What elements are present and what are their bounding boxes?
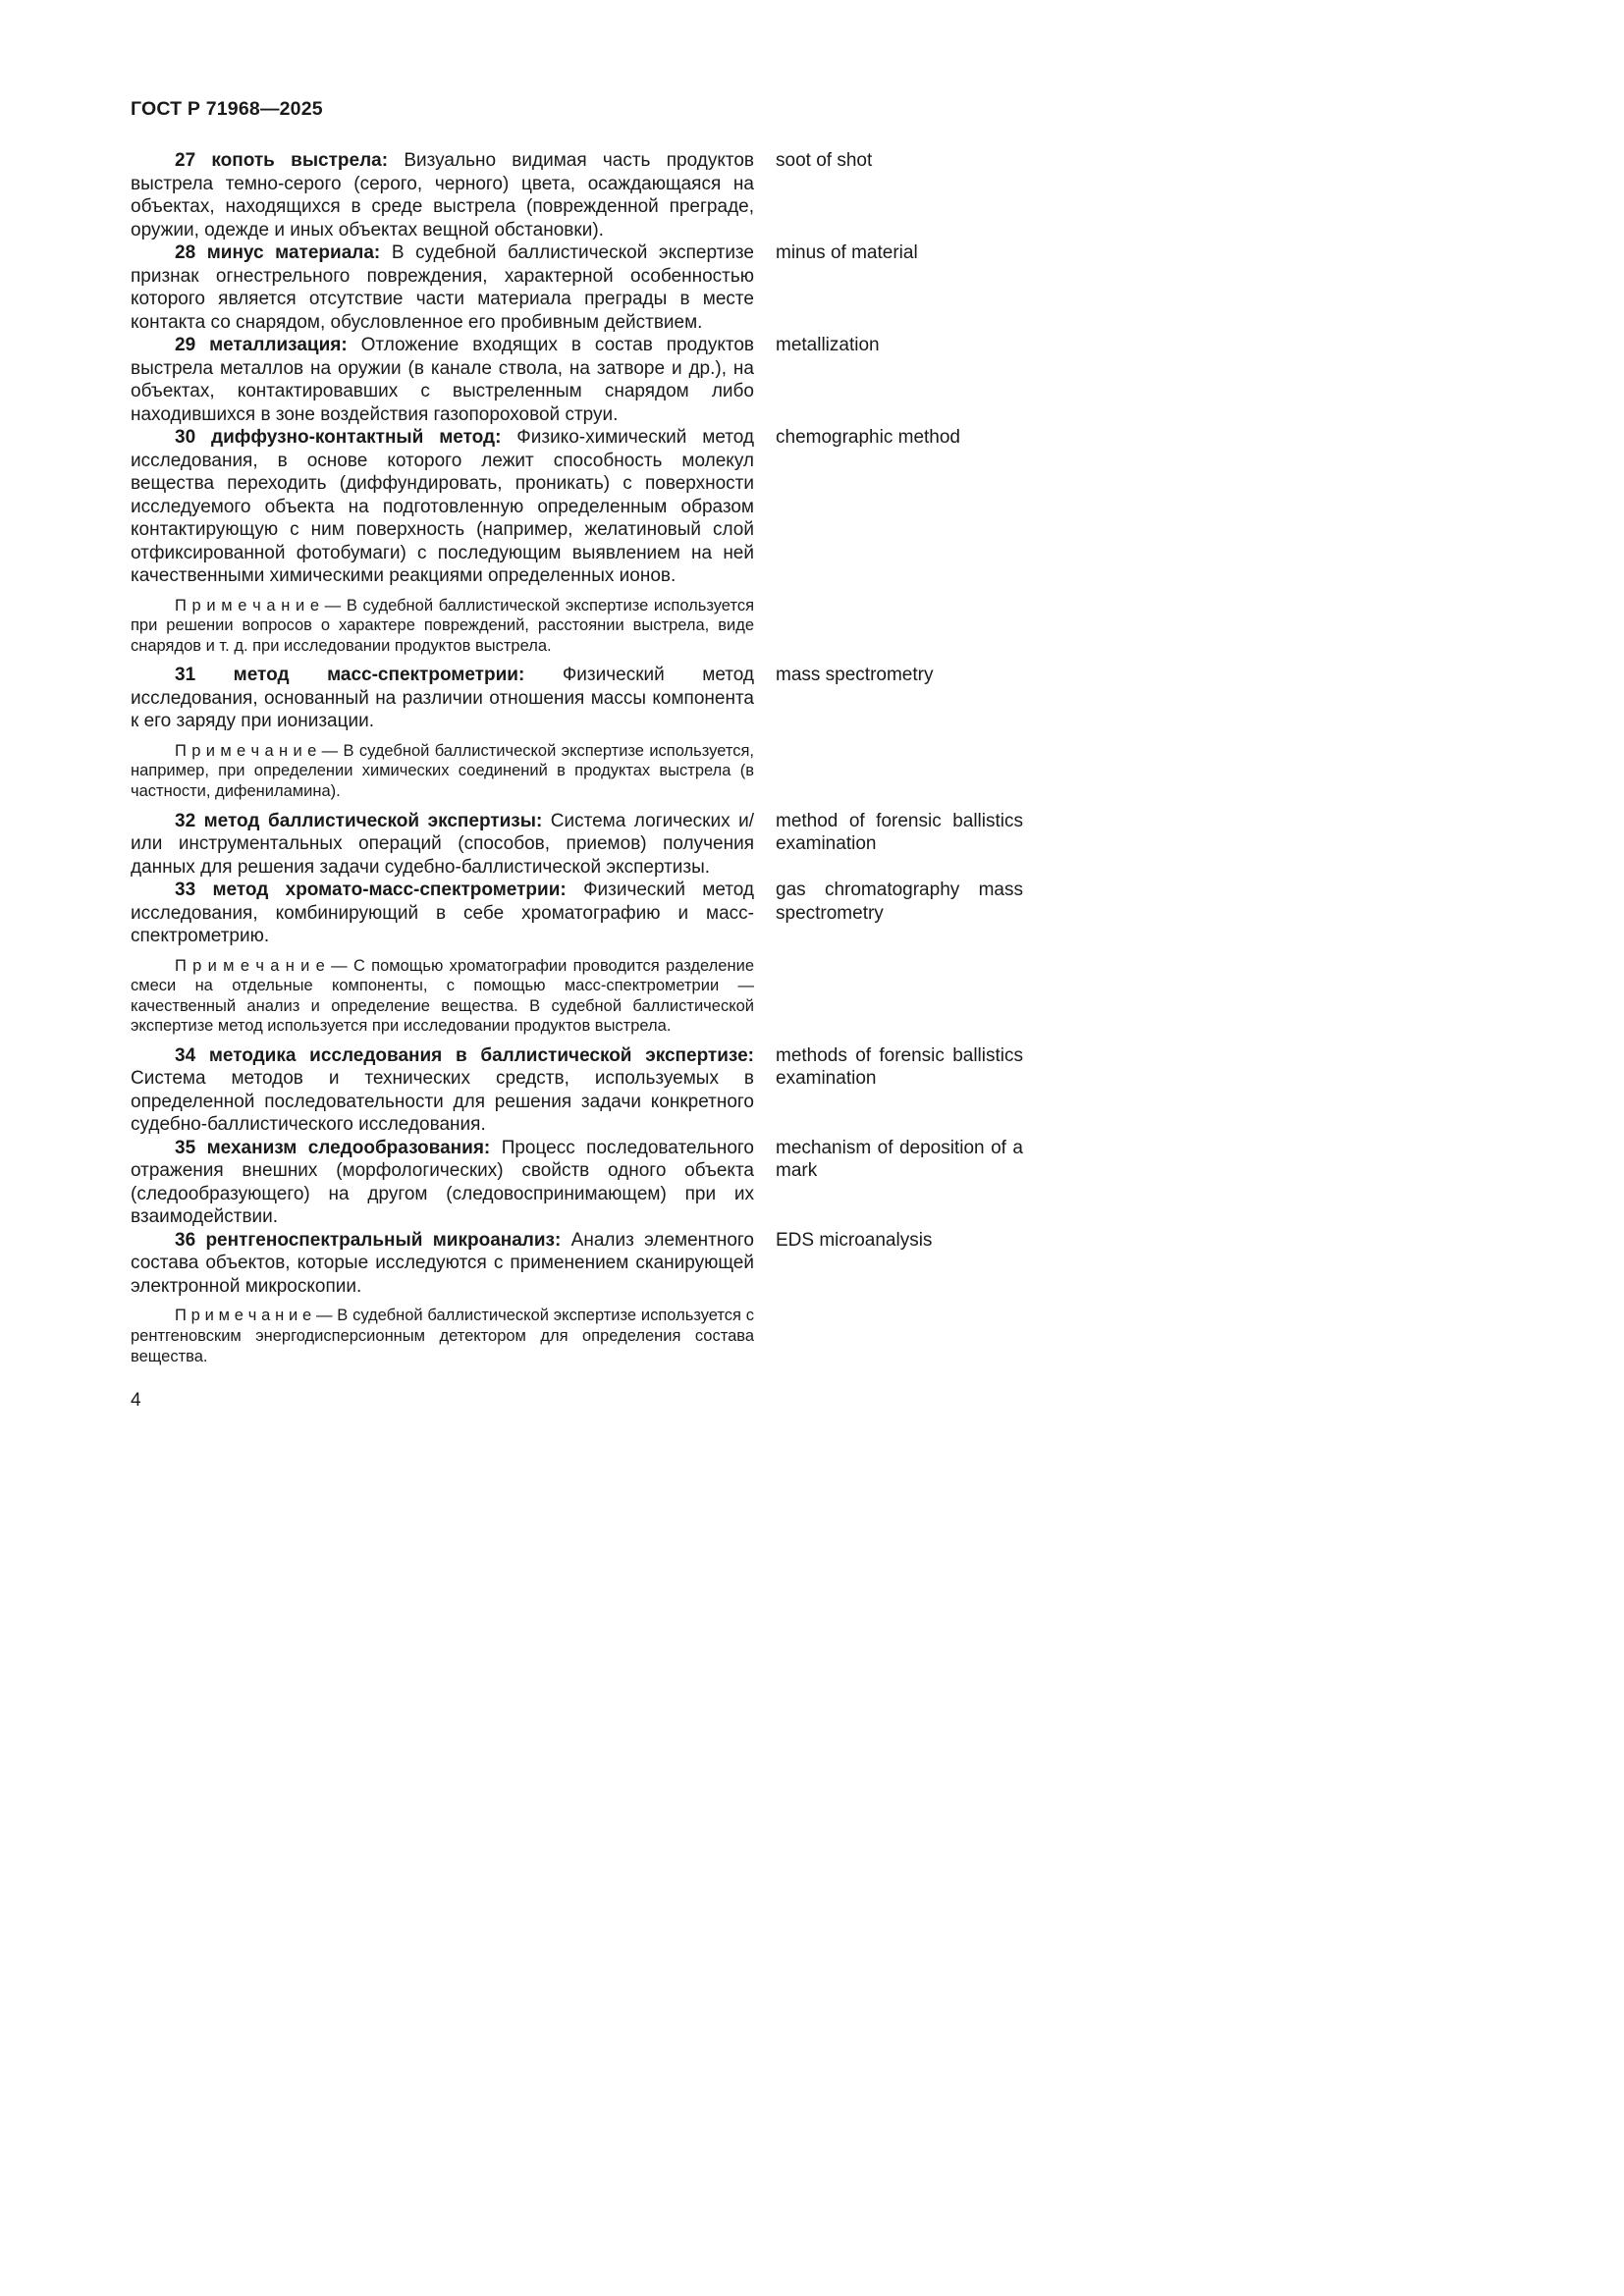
term-english-equivalent: gas chromatography mass spectrometry (776, 880, 1023, 924)
term-definition (131, 879, 754, 948)
term-english-equivalent: soot of shot (776, 150, 873, 171)
term-title: 31 метод масс-спектрометрии: (175, 665, 525, 686)
term-definition (131, 1044, 754, 1137)
term-definition (131, 334, 754, 426)
term-english-equivalent: minus of material (776, 242, 918, 263)
term-ru-column (131, 1137, 754, 1229)
term-definition (131, 664, 754, 733)
term-note: П р и м е ч а н и е — С помощью хроматографии проводится разделение смеси на отдельные компоненты, с помощью масс-спектрометрии — качественный анализ и определение вещества. В судебной баллистической экспертизе метод используется при исследовании продуктов выстрела. (131, 956, 754, 1036)
term-english-equivalent: chemographic method (776, 427, 960, 448)
term-ru-column (131, 1044, 754, 1137)
term-title: 28 минус материала: (175, 242, 381, 263)
term-english-equivalent: EDS microanalysis (776, 1229, 933, 1251)
term-english-equivalent: mechanism of deposition of a mark (776, 1137, 1023, 1182)
term-title: 35 механизм следообразования: (175, 1137, 491, 1158)
term-title: 32 метод баллистической экспертизы: (175, 810, 543, 831)
term-entry (131, 664, 1023, 809)
term-english-equivalent: mass spectrometry (776, 665, 934, 686)
term-ru-column (131, 241, 754, 334)
term-definition-text: Отложение входящих в состав продуктов выстрела металлов на оружии (в канале ствола, на затворе и др.), на объектах, контактировавших с выстреленным снарядом либо находившихся в зоне воздействия газопороховой струи. (131, 335, 755, 425)
term-note: П р и м е ч а н и е — В судебной баллистической экспертизе используется, например, при определении химических соединений в продуктах выстрела (в частности, дифениламина). (131, 741, 754, 800)
term-ru-column (131, 810, 754, 880)
term-definition-text: Физический метод исследования, комбинирующий в себе хроматографию и масс-спектрометрию. (131, 880, 755, 947)
term-definition (131, 241, 754, 334)
term-definition-text: Процесс последовательного отражения внешних (морфологических) свойств одного объекта (следообразующего) на другом (следовоспринимающем) при их взаимодействии. (131, 1137, 754, 1228)
term-definition-text: Визуально видимая часть продуктов выстрела темно-серого (серого, черного) цвета, осаждающаяся на объектах, находящихся в среде выстрела (поврежденной преграде, оружии, одежде и иных объектах вещной обстановки). (131, 150, 754, 240)
term-note: П р и м е ч а н и е — В судебной баллистической экспертизе используется с рентгеновским энергодисперсионным детектором для определения состава вещества. (131, 1307, 754, 1365)
term-entry (131, 1229, 1023, 1374)
term-title: 29 металлизация: (175, 335, 348, 355)
term-entry (131, 334, 1023, 426)
page-number: 4 (131, 1390, 141, 1412)
term-entry (131, 810, 1023, 880)
term-entry (131, 149, 1023, 241)
term-definition (131, 1137, 754, 1229)
term-title: 34 методика исследования в баллистической экспертизе: (175, 1044, 754, 1066)
term-note: П р и м е ч а н и е — В судебной баллистической экспертизе используется при решении вопросов о характере повреждений, расстоянии выстрела, виде снарядов и т. д. при исследовании продуктов выстрела. (131, 596, 754, 655)
term-definition-text: Физико-химический метод исследования, в основе которого лежит способность молекул вещества переходить (диффундировать, проникать) с поверхности исследуемого объекта на подготовленную определенным образом контактирующую с ним поверхность (например, желатиновый слой отфиксированной фотобумаги) с последующим выявлением на ней качественными химическими реакциями определенных ионов. (131, 427, 755, 586)
term-title: 36 рентгеноспектральный микроанализ: (175, 1229, 562, 1251)
term-ru-column (131, 1229, 754, 1374)
term-entry (131, 241, 1023, 334)
term-entry (131, 1137, 1023, 1229)
term-entry (131, 426, 1023, 664)
term-ru-column (131, 879, 754, 1044)
term-english-equivalent: methods of forensic ballistics examination (776, 1044, 1023, 1090)
term-entry (131, 1044, 1023, 1137)
term-ru-column (131, 426, 754, 664)
term-title: 33 метод хромато-масс-спектрометрии: (175, 880, 567, 901)
standard-designation: ГОСТ Р 71968—2025 (131, 98, 323, 120)
term-ru-column (131, 664, 754, 809)
term-definition-text: В судебной баллистической экспертизе признак огнестрельного повреждения, характерной особенностью которого является отсутствие части материала преграды в месте контакта со снарядом, обусловленное его пробивным действием. (131, 242, 755, 333)
term-definition-text: Система логических и/или инструментальных операций (способов, приемов) получения данных для решения задачи судебно-баллистической экспертизы. (131, 810, 754, 878)
term-definition (131, 149, 754, 241)
term-definition (131, 810, 754, 880)
term-entry (131, 879, 1023, 1044)
term-title: 27 копоть выстрела: (175, 150, 389, 171)
term-definition-text: Анализ элементного состава объектов, которые исследуются с применением сканирующей электронной микроскопии. (131, 1229, 754, 1297)
term-ru-column (131, 334, 754, 426)
term-ru-column (131, 149, 754, 241)
term-title: 30 диффузно-контактный метод: (175, 427, 502, 448)
term-definition (131, 426, 754, 588)
term-english-equivalent: method of forensic ballistics examination (776, 810, 1023, 855)
term-english-equivalent: metallization (776, 335, 880, 355)
term-definition (131, 1229, 754, 1299)
term-definition-text: Физический метод исследования, основанный на различии отношения массы компонента к его заряду при ионизации. (131, 665, 755, 732)
term-definition-text: Система методов и технических средств, используемых в определенной последовательности для решения задачи конкретного судебно-баллистического исследования. (131, 1068, 754, 1136)
terms-section (131, 149, 1023, 1412)
